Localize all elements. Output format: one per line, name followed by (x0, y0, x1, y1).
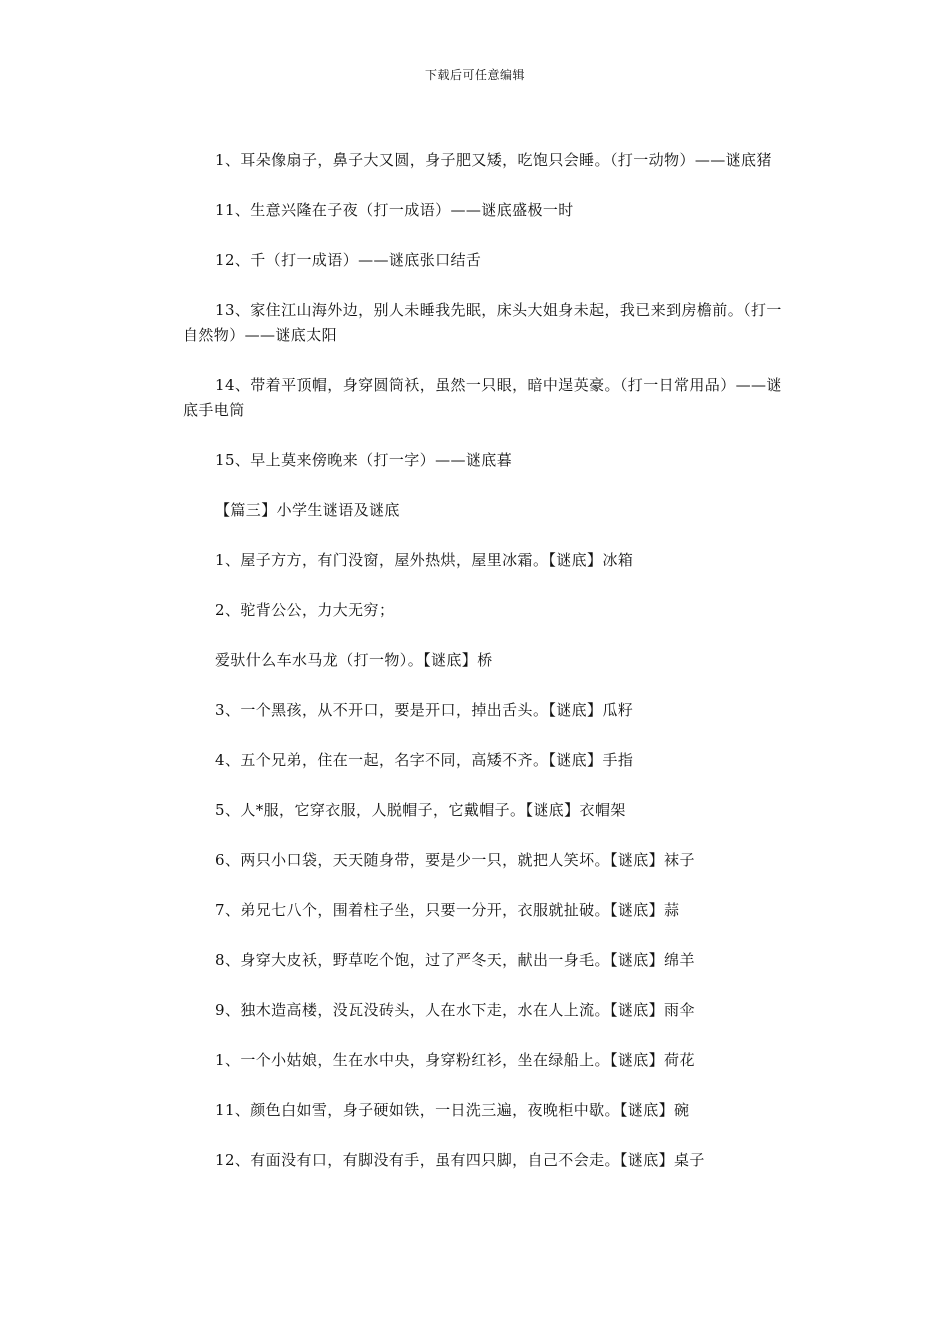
riddle-paragraph: 12、有面没有口，有脚没有手，虽有四只脚，自己不会走。【谜底】桌子 (215, 1151, 705, 1169)
riddle-paragraph: 5、人*服，它穿衣服，人脱帽子，它戴帽子。【谜底】衣帽架 (215, 801, 626, 819)
riddle-paragraph: 14、带着平顶帽，身穿圆筒袄，虽然一只眼，暗中逞英豪。（打一日常用品）——谜底手电筒 (183, 376, 782, 419)
riddle-paragraph: 3、一个黑孩，从不开口，要是开口，掉出舌头。【谜底】瓜籽 (215, 701, 634, 719)
riddle-paragraph: 7、弟兄七八个，围着柱子坐，只要一分开，衣服就扯破。【谜底】蒜 (215, 901, 680, 919)
page-header: 下载后可任意编辑 (424, 68, 525, 82)
riddle-paragraph: 1、耳朵像扇子，鼻子大又圆，身子肥又矮，吃饱只会睡。（打一动物）——谜底猪 (215, 151, 772, 169)
section-heading: 【篇三】小学生谜语及谜底 (215, 501, 400, 519)
riddle-paragraph: 2、驼背公公，力大无穷； (215, 601, 395, 619)
riddle-paragraph: 11、颜色白如雪，身子硬如铁，一日洗三遍，夜晚柜中歇。【谜底】碗 (215, 1101, 690, 1119)
riddle-paragraph: 9、独木造高楼，没瓦没砖头，人在水下走，水在人上流。【谜底】雨伞 (215, 1001, 695, 1019)
riddle-paragraph: 1、屋子方方，有门没窗，屋外热烘，屋里冰霜。【谜底】冰箱 (215, 551, 634, 569)
riddle-paragraph: 12、千（打一成语）——谜底张口结舌 (215, 251, 482, 269)
riddle-paragraph: 13、家住江山海外边，别人未睡我先眠，床头大姐身未起，我已来到房檐前。（打一自然物）——谜底太阳 (183, 301, 782, 344)
riddle-paragraph: 8、身穿大皮袄，野草吃个饱，过了严冬天，献出一身毛。【谜底】绵羊 (215, 951, 695, 969)
riddle-paragraph: 1、一个小姑娘，生在水中央，身穿粉红衫，坐在绿船上。【谜底】荷花 (215, 1051, 695, 1069)
riddle-paragraph: 15、早上莫来傍晚来（打一字）——谜底暮 (215, 451, 513, 469)
riddle-paragraph: 11、生意兴隆在子夜（打一成语）——谜底盛极一时 (215, 201, 574, 219)
riddle-paragraph: 4、五个兄弟，住在一起，名字不同，高矮不齐。【谜底】手指 (215, 751, 634, 769)
document-body (183, 148, 788, 1198)
riddle-paragraph: 爱驮什么车水马龙（打一物）。【谜底】桥 (215, 651, 493, 669)
riddle-paragraph: 6、两只小口袋，天天随身带，要是少一只，就把人笑坏。【谜底】袜子 (215, 851, 695, 869)
